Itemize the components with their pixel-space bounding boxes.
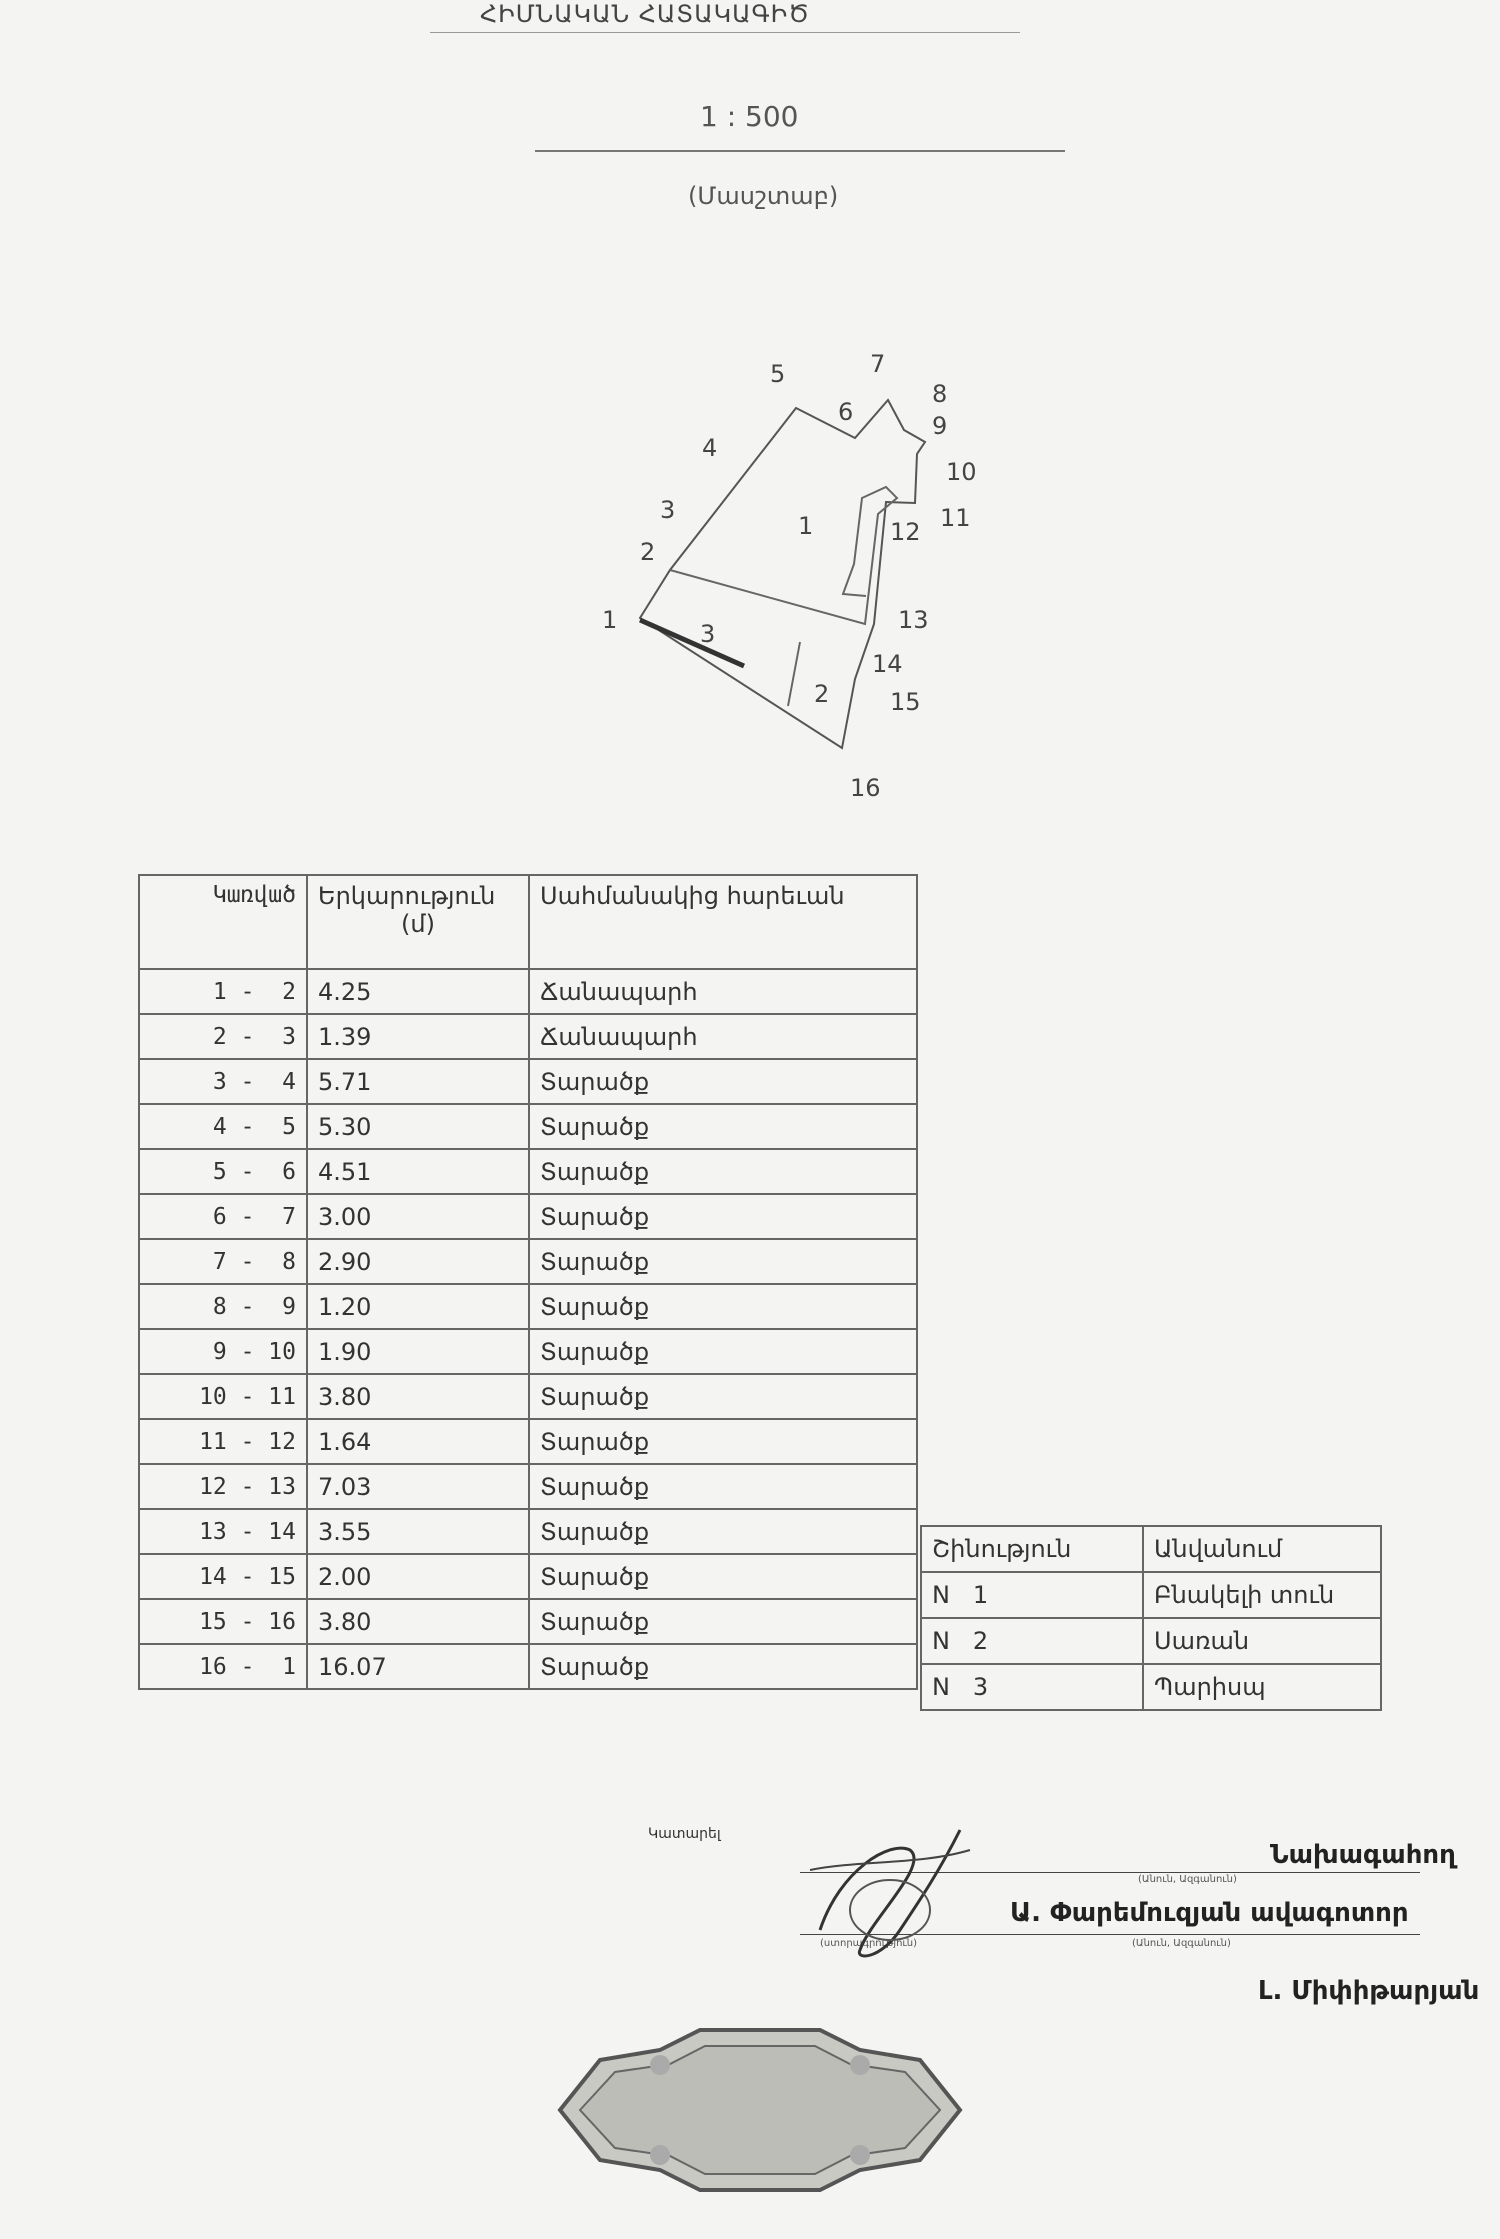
buildings-header-row (921, 1526, 1381, 1572)
vertex-label: 4 (702, 434, 718, 462)
name-caption-2: (Անուն, Ազգանուն) (1132, 1938, 1231, 1949)
vertex-label: 10 (946, 458, 977, 486)
segment-row (139, 1329, 917, 1374)
length-cell: 5.30 (307, 1104, 529, 1149)
segment-row (139, 1419, 917, 1464)
segment-column-header: Կառված (139, 875, 307, 969)
neighbor-cell: Տարածք (529, 1149, 917, 1194)
scale-underline (535, 150, 1065, 152)
length-cell: 7.03 (307, 1464, 529, 1509)
neighbor-column-header: Սահմանակից հարեւան (529, 875, 917, 969)
length-cell: 4.51 (307, 1149, 529, 1194)
segment-row (139, 1644, 917, 1689)
building-1-outline (670, 487, 897, 624)
length-cell: 2.90 (307, 1239, 529, 1284)
neighbor-cell: Ճանապարհ (529, 969, 917, 1014)
vertex-label: 14 (872, 650, 903, 678)
signature-caption: (ստորագրություն) (820, 1938, 918, 1949)
vertex-label: 13 (898, 606, 929, 634)
length-cell: 3.00 (307, 1194, 529, 1239)
surveyor-name: Ա. Փարեմուզյան ավագոտոր (1010, 1898, 1409, 1928)
divider-line (788, 642, 800, 706)
segment-cell: 2 - 3 (139, 1014, 307, 1059)
vertex-label: 15 (890, 688, 921, 716)
segment-row (139, 969, 917, 1014)
parcel-plan (560, 340, 1020, 820)
segment-cell: 12 - 13 (139, 1464, 307, 1509)
neighbor-cell: Տարածք (529, 1194, 917, 1239)
length-cell: 1.64 (307, 1419, 529, 1464)
segment-row (139, 1284, 917, 1329)
area-label: 3 (700, 620, 716, 648)
length-column-title: Երկարություն (318, 882, 496, 910)
executed-label: Կատարել (648, 1826, 721, 1842)
neighbor-cell: Տարածք (529, 1284, 917, 1329)
neighbor-cell: Տարածք (529, 1554, 917, 1599)
building-row (921, 1572, 1381, 1618)
length-cell: 1.39 (307, 1014, 529, 1059)
segment-cell: 6 - 7 (139, 1194, 307, 1239)
building-name-header: Անվանում (1143, 1526, 1381, 1572)
neighbor-cell: Տարածք (529, 1644, 917, 1689)
name-caption-1: (Անուն, Ազգանուն) (1138, 1874, 1237, 1885)
building-row (921, 1664, 1381, 1710)
area-label: 1 (798, 512, 814, 540)
segment-cell: 8 - 9 (139, 1284, 307, 1329)
building-name-cell: Բնակելի տուն (1143, 1572, 1381, 1618)
segment-row (139, 1509, 917, 1554)
neighbor-cell: Տարածք (529, 1509, 917, 1554)
segment-cell: 14 - 15 (139, 1554, 307, 1599)
segment-row (139, 1554, 917, 1599)
segment-cell: 1 - 2 (139, 969, 307, 1014)
vertex-label: 16 (850, 774, 881, 802)
neighbor-cell: Տարածք (529, 1419, 917, 1464)
length-cell: 4.25 (307, 969, 529, 1014)
vertex-label: 7 (870, 350, 886, 378)
vertex-label: 8 (932, 380, 948, 408)
building-name-cell: Պարիսպ (1143, 1664, 1381, 1710)
neighbor-cell: Տարածք (529, 1599, 917, 1644)
scale-caption: (Մասշտաբ) (688, 182, 839, 210)
segment-row (139, 1059, 917, 1104)
segment-cell: 9 - 10 (139, 1329, 307, 1374)
length-unit: (մ) (401, 910, 435, 938)
building-row (921, 1618, 1381, 1664)
building-number-cell: N 2 (921, 1618, 1143, 1664)
second-signer-name: Լ. Միփիթարյան (1258, 1976, 1480, 2006)
segment-cell: 5 - 6 (139, 1149, 307, 1194)
segments-header-row (139, 875, 917, 969)
scale-value: 1 : 500 (700, 100, 799, 133)
segment-cell: 7 - 8 (139, 1239, 307, 1284)
neighbor-cell: Տարածք (529, 1374, 917, 1419)
length-cell: 3.55 (307, 1509, 529, 1554)
segment-row (139, 1149, 917, 1194)
length-cell: 16.07 (307, 1644, 529, 1689)
length-cell: 1.20 (307, 1284, 529, 1329)
vertex-label: 5 (770, 360, 786, 388)
neighbor-cell: Տարածք (529, 1239, 917, 1284)
chair-role: Նախագահող (1270, 1840, 1456, 1870)
length-cell: 1.90 (307, 1329, 529, 1374)
segment-cell: 3 - 4 (139, 1059, 307, 1104)
vertex-label: 2 (640, 538, 656, 566)
segment-cell: 4 - 5 (139, 1104, 307, 1149)
length-column-header (307, 875, 529, 969)
building-number-cell: N 3 (921, 1664, 1143, 1710)
document-title: ՀԻՄՆԱԿԱՆ ՀԱՏԱԿԱԳԻԾ (480, 0, 810, 28)
handwritten-signature (800, 1810, 980, 1970)
vertex-label: 6 (838, 398, 854, 426)
length-cell: 3.80 (307, 1374, 529, 1419)
segment-row (139, 1599, 917, 1644)
buildings-table (920, 1525, 1382, 1711)
segment-row (139, 1374, 917, 1419)
length-cell: 5.71 (307, 1059, 529, 1104)
segment-cell: 13 - 14 (139, 1509, 307, 1554)
decorative-seal-frame (500, 2020, 1020, 2200)
segments-table (138, 874, 918, 1690)
length-cell: 2.00 (307, 1554, 529, 1599)
segment-cell: 15 - 16 (139, 1599, 307, 1644)
segment-cell: 10 - 11 (139, 1374, 307, 1419)
vertex-label: 11 (940, 504, 971, 532)
neighbor-cell: Տարածք (529, 1464, 917, 1509)
vertex-label: 1 (602, 606, 618, 634)
building-name-cell: Սառան (1143, 1618, 1381, 1664)
neighbor-cell: Տարածք (529, 1329, 917, 1374)
neighbor-cell: Ճանապարհ (529, 1014, 917, 1059)
segment-row (139, 1014, 917, 1059)
segment-cell: 11 - 12 (139, 1419, 307, 1464)
length-cell: 3.80 (307, 1599, 529, 1644)
neighbor-cell: Տարածք (529, 1059, 917, 1104)
segment-row (139, 1239, 917, 1284)
building-number-cell: N 1 (921, 1572, 1143, 1618)
segment-row (139, 1464, 917, 1509)
area-label: 2 (814, 680, 830, 708)
vertex-label: 3 (660, 496, 676, 524)
segment-row (139, 1194, 917, 1239)
vertex-label: 12 (890, 518, 921, 546)
header-divider (430, 32, 1020, 33)
segment-cell: 16 - 1 (139, 1644, 307, 1689)
building-number-header: Շինություն (921, 1526, 1143, 1572)
neighbor-cell: Տարածք (529, 1104, 917, 1149)
wall-3-line (640, 620, 744, 666)
segment-row (139, 1104, 917, 1149)
vertex-label: 9 (932, 412, 948, 440)
